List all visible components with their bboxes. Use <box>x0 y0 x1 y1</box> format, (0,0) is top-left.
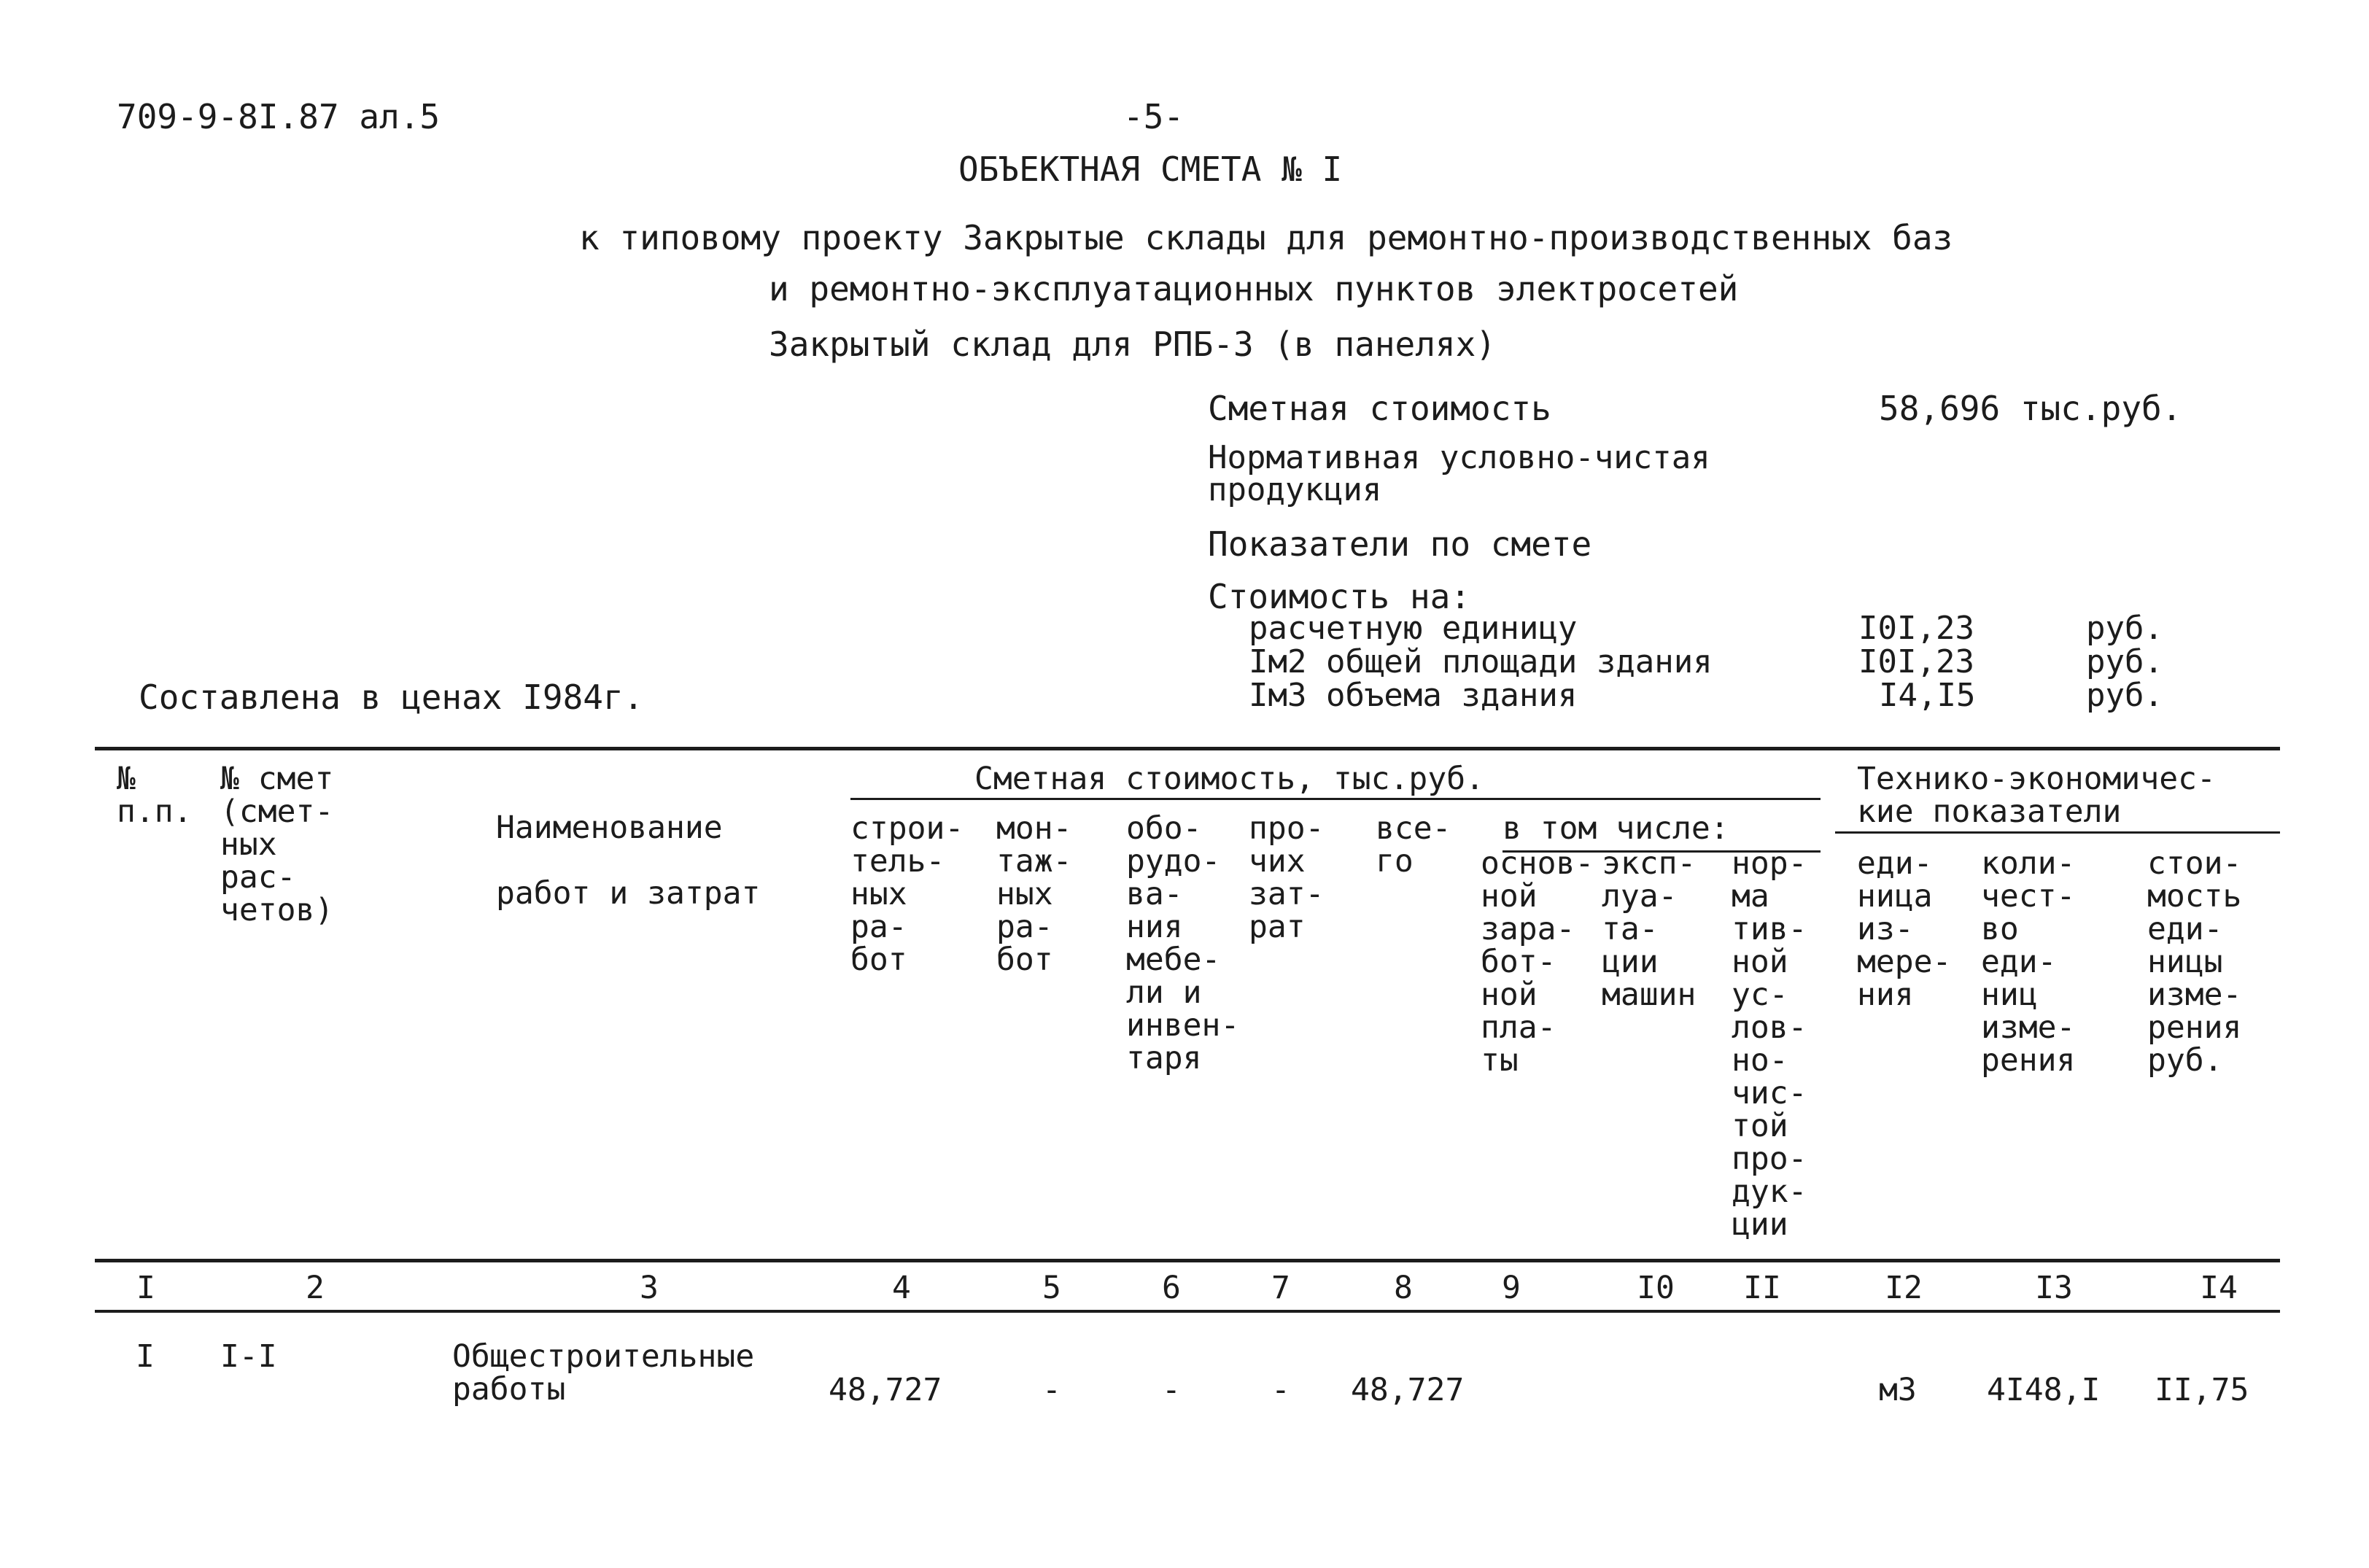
header-installation-works: мон- таж- ных ра- бот <box>996 810 1072 978</box>
row-equipment-cost: - <box>1162 1372 1181 1408</box>
header-work-name: Наименование работ и затрат <box>496 810 761 912</box>
header-tech-group: Технико-экономичес- кие показатели <box>1857 761 2216 830</box>
column-number: 4 <box>892 1270 911 1306</box>
indicator-value-unit: I0I,23 <box>1858 610 1974 647</box>
header-unit: еди- ница из- мере- ния <box>1857 845 1952 1013</box>
indicator-value-volume: I4,I5 <box>1879 677 1976 714</box>
column-number: I4 <box>2200 1270 2238 1306</box>
header-equipment: обо- рудо- ва- ния мебе- ли и инвен- таря <box>1126 810 1240 1076</box>
row-other-cost: - <box>1271 1372 1290 1408</box>
indicators-label: Показатели по смете <box>1208 524 1592 564</box>
row-number: I <box>136 1338 155 1375</box>
indicator-label-unit: расчетную единицу <box>1249 610 1578 647</box>
header-including-group: в том числе: <box>1503 810 1729 847</box>
header-total: все- го <box>1376 810 1451 880</box>
column-number: II <box>1743 1270 1781 1306</box>
header-wages: основ- ной зара- бот- ной пла- ты <box>1481 845 1594 1079</box>
header-unit-cost: стои- мость еди- ницы изме- рения руб. <box>2147 845 2242 1079</box>
subtitle-line-1: к типовому проекту Закрытые склады для ремонтно-производственных баз <box>579 218 1953 257</box>
indicator-label-area: Iм2 общей площади здания <box>1249 643 1713 680</box>
header-bottom-rule <box>95 1259 2280 1262</box>
header-row-number: № п.п. <box>117 761 193 830</box>
column-number: 8 <box>1394 1270 1413 1306</box>
tech-group-rule <box>1835 831 2280 834</box>
header-machines: эксп- луа- та- ции машин <box>1602 845 1697 1013</box>
column-number: 6 <box>1162 1270 1181 1306</box>
row-total-cost: 48,727 <box>1351 1372 1465 1408</box>
indicator-label-volume: Iм3 объема здания <box>1249 677 1578 714</box>
row-unit: м3 <box>1879 1372 1917 1408</box>
column-number: I <box>136 1270 155 1306</box>
column-number: 7 <box>1271 1270 1290 1306</box>
column-number: I3 <box>2035 1270 2073 1306</box>
column-number: 5 <box>1042 1270 1061 1306</box>
header-normative-product: нор- ма тив- ной ус- лов- но- чис- той про- дук- ции <box>1732 845 1807 1243</box>
indicator-value-area: I0I,23 <box>1858 643 1974 680</box>
column-number: I2 <box>1885 1270 1923 1306</box>
row-estimate-number: I-I <box>220 1338 277 1375</box>
prices-note: Составлена в ценах I984г. <box>139 678 644 717</box>
document-code: 709-9-8I.87 ал.5 <box>117 97 441 136</box>
indicator-currency-volume: руб. <box>2086 677 2163 714</box>
cost-group-rule <box>850 798 1821 800</box>
estimated-cost-value: 58,696 тыс.руб. <box>1879 389 2182 428</box>
estimated-cost-label: Сметная стоимость <box>1208 389 1551 428</box>
table-top-rule <box>95 747 2280 750</box>
row-construction-cost: 48,727 <box>829 1372 942 1408</box>
header-cost-group: Сметная стоимость, тыс.руб. <box>974 761 1484 797</box>
header-other-costs: про- чих зат- рат <box>1249 810 1325 945</box>
indicator-currency-unit: руб. <box>2086 610 2163 647</box>
header-construction-works: строи- тель- ных ра- бот <box>850 810 964 978</box>
column-number: 2 <box>306 1270 325 1306</box>
header-quantity: коли- чест- во еди- ниц изме- рения <box>1981 845 2076 1079</box>
column-number: I0 <box>1637 1270 1675 1306</box>
row-quantity: 4I48,I <box>1987 1372 2101 1408</box>
subtitle-line-3: Закрытый склад для РПБ-3 (в панелях) <box>769 325 1496 364</box>
row-installation-cost: - <box>1042 1372 1061 1408</box>
row-unit-cost: II,75 <box>2155 1372 2249 1408</box>
row-work-name: Общестроительные работы <box>452 1338 755 1408</box>
column-number: 9 <box>1502 1270 1521 1306</box>
indicator-currency-area: руб. <box>2086 643 2163 680</box>
header-estimate-number: № смет (смет- ных рас- четов) <box>220 761 334 928</box>
normative-product-label: Нормативная условно-чистая продукция <box>1208 439 1710 508</box>
column-numbers-rule <box>95 1310 2280 1313</box>
page-title: ОБЪЕКТНАЯ СМЕТА № I <box>958 150 1343 189</box>
cost-on-label: Стоимость на: <box>1208 577 1471 616</box>
column-number: 3 <box>640 1270 659 1306</box>
page-number: -5- <box>1123 97 1184 136</box>
subtitle-line-2: и ремонтно-эксплуатационных пунктов электросетей <box>769 269 1739 308</box>
